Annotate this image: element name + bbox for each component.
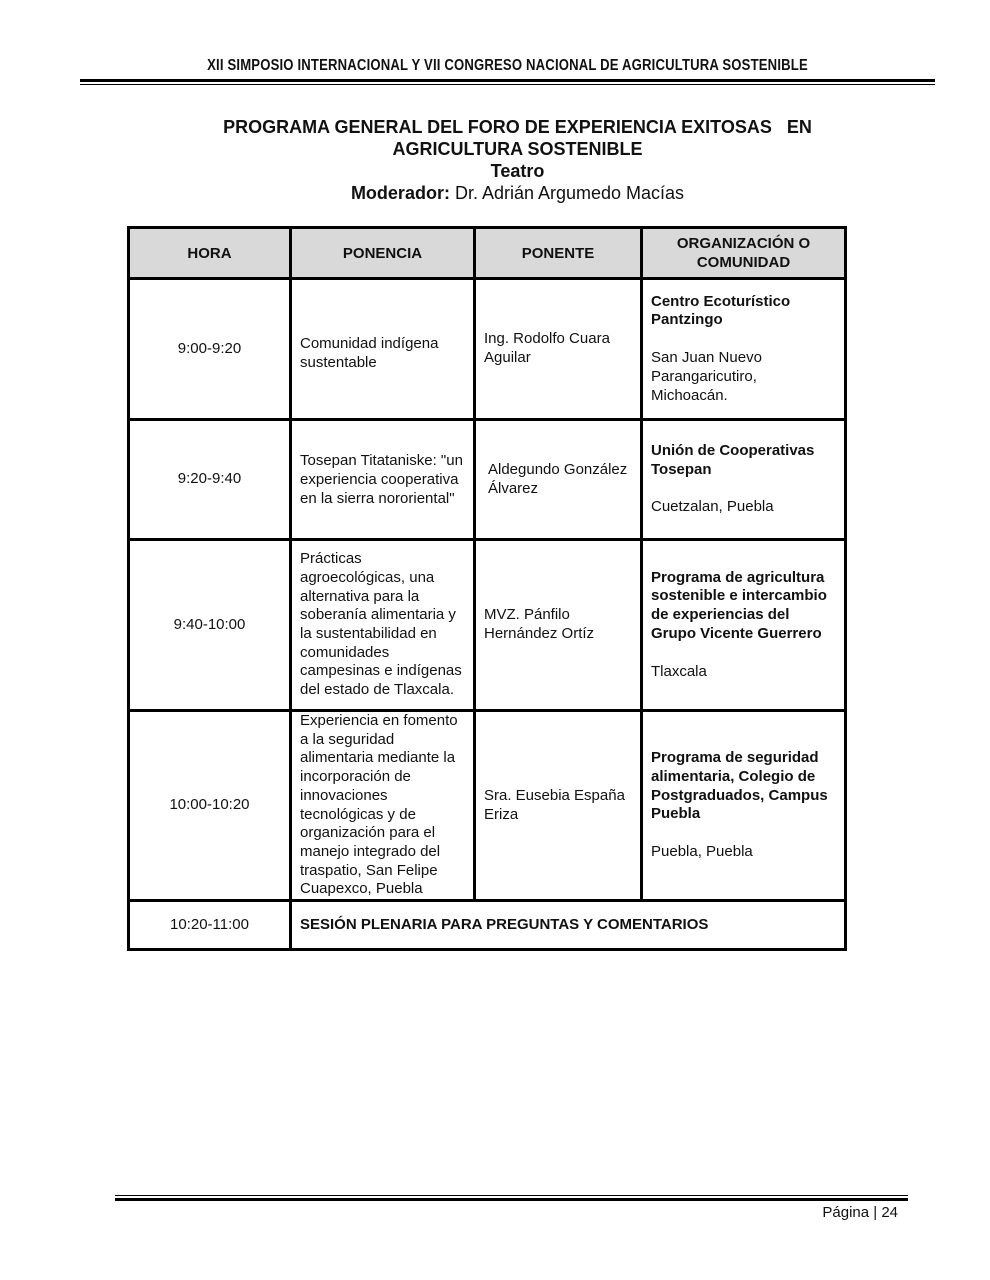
organizacion-cell bbox=[642, 711, 846, 901]
hora-cell: 9:40-10:00 bbox=[129, 540, 291, 711]
footer-rule-thin bbox=[115, 1195, 908, 1196]
header-rule-thin bbox=[80, 84, 935, 85]
table-row bbox=[129, 711, 846, 901]
header-hora: HORA bbox=[129, 228, 291, 279]
header-ponente: PONENTE bbox=[475, 228, 642, 279]
ponente-cell: Ing. Rodolfo Cuara Aguilar bbox=[475, 279, 642, 420]
table-header-row bbox=[129, 228, 846, 279]
ponente-cell: MVZ. Pánfilo Hernández Ortíz bbox=[475, 540, 642, 711]
moderator-label: Moderador: bbox=[350, 183, 450, 203]
plenaria-row bbox=[129, 901, 846, 950]
org-name: Centro Ecoturístico Pantzingo bbox=[651, 292, 791, 329]
org-place: Puebla, Puebla bbox=[651, 843, 753, 861]
table-row bbox=[129, 540, 846, 711]
org-name: Programa de agricultura sostenible e intercambio de experiencias del Grupo Vicente Guerrero bbox=[651, 568, 827, 642]
org-place: Tlaxcala bbox=[651, 662, 707, 680]
table-row bbox=[129, 420, 846, 540]
title-block bbox=[150, 116, 885, 204]
hora-cell: 9:00-9:20 bbox=[129, 279, 291, 420]
ponencia-cell: Experiencia en fomento a la seguridad alimentaria mediante la incorporación de innovaciones tecnológicas y de organización para el manejo integrado del traspatio, San Felipe Cuapexco, Puebla bbox=[291, 711, 475, 901]
venue: Teatro bbox=[490, 161, 545, 181]
org-name: Programa de seguridad alimentaria, Colegio de Postgraduados, Campus Puebla bbox=[651, 749, 828, 823]
hora-cell: 10:20-11:00 bbox=[129, 901, 291, 950]
footer-rule bbox=[115, 1198, 908, 1201]
organizacion-cell bbox=[642, 540, 846, 711]
table-row bbox=[129, 279, 846, 420]
org-name: Unión de Cooperativas Tosepan bbox=[651, 441, 815, 478]
org-place: San Juan Nuevo Parangaricutiro, Michoacán. bbox=[651, 349, 762, 404]
header-organizacion: ORGANIZACIÓN O COMUNIDAD bbox=[642, 228, 846, 279]
ponente-cell: Sra. Eusebia España Eriza bbox=[475, 711, 642, 901]
hora-cell: 10:00-10:20 bbox=[129, 711, 291, 901]
program-title-line-2: AGRICULTURA SOSTENIBLE bbox=[392, 139, 643, 159]
ponencia-cell: Tosepan Titataniske: "un experiencia cooperativa en la sierra nororiental" bbox=[291, 420, 475, 540]
moderator-name: Dr. Adrián Argumedo Macías bbox=[449, 183, 685, 203]
org-place: Cuetzalan, Puebla bbox=[651, 498, 774, 516]
running-header: XII SIMPOSIO INTERNACIONAL Y VII CONGRESO NACIONAL DE AGRICULTURA SOSTENIBLE bbox=[207, 57, 808, 74]
moderator bbox=[150, 182, 885, 204]
header-ponencia: PONENCIA bbox=[291, 228, 475, 279]
organizacion-cell bbox=[642, 279, 846, 420]
ponencia-cell: Comunidad indígena sustentable bbox=[291, 279, 475, 420]
header-rule bbox=[80, 79, 935, 82]
ponencia-cell: Prácticas agroecológicas, una alternativa para la soberanía alimentaria y la sustentabilidad en comunidades campesinas e indígenas del estado de Tlaxcala. bbox=[291, 540, 475, 711]
program-title-line-1: PROGRAMA GENERAL DEL FORO DE EXPERIENCIA EXITOSAS EN bbox=[223, 117, 812, 137]
ponente-cell: Aldegundo González Álvarez bbox=[475, 420, 642, 540]
page-number: Página | 24 bbox=[822, 1204, 898, 1221]
organizacion-cell bbox=[642, 420, 846, 540]
plenaria-cell: SESIÓN PLENARIA PARA PREGUNTAS Y COMENTARIOS bbox=[291, 901, 846, 950]
hora-cell: 9:20-9:40 bbox=[129, 420, 291, 540]
program-table bbox=[127, 226, 847, 951]
